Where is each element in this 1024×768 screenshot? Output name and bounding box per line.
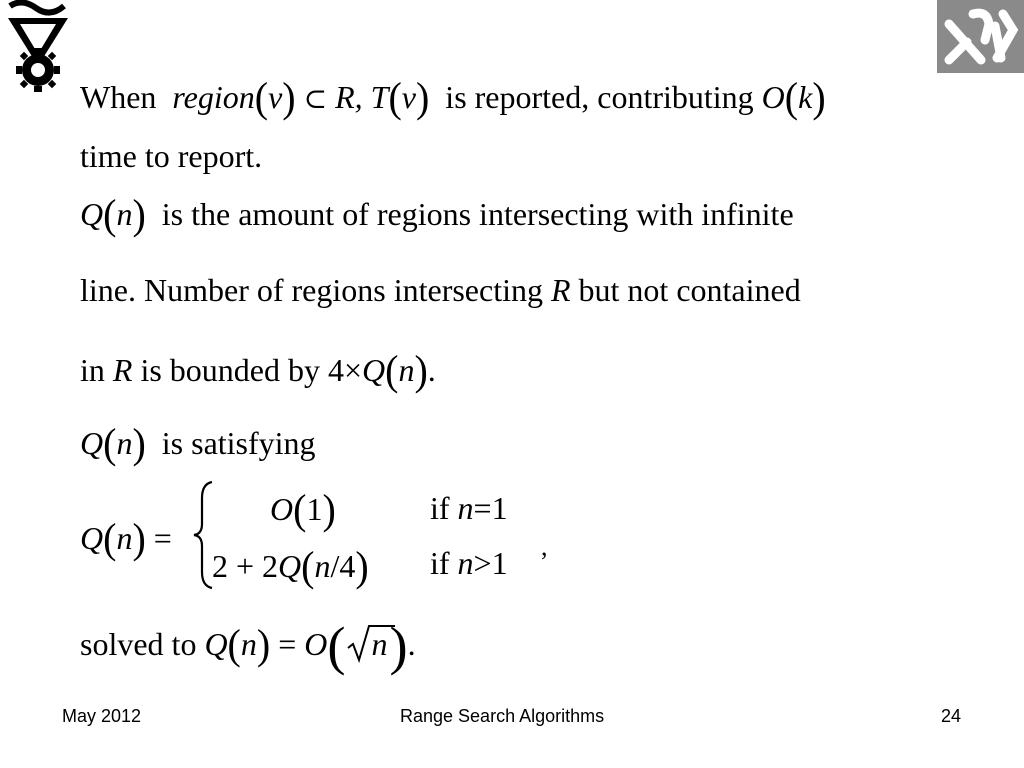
technion-logo-icon (0, 0, 76, 94)
page-number: 24 (941, 706, 962, 726)
text-line-3: Q(n) is the amount of regions intersecting with infinite (80, 190, 794, 239)
piecewise-comma: , (541, 532, 548, 561)
case-2-condition: if n>1 (430, 545, 508, 581)
university-logo-icon (937, 0, 1024, 73)
text-line-5: in R is bounded by 4×Q(n). (80, 346, 436, 395)
text-line-8: solved to Q(n) = O( n). (80, 616, 416, 676)
footer-title: Range Search Algorithms (400, 706, 605, 726)
sqrt-symbol: n (347, 628, 383, 660)
case-1-condition: if n=1 (430, 490, 508, 526)
case-2-value: 2 + 2Q(n/4) (212, 542, 369, 591)
footer-date: May 2012 (62, 706, 142, 726)
text-line-6: Q(n) is satisfying (80, 419, 316, 468)
text-line-4: line. Number of regions intersecting R but not contained (80, 272, 801, 308)
text-line-1: When region(v) ⊂ R, T(v) is reported, contributing O(k) (80, 73, 826, 122)
text-line-2: time to report. (80, 138, 263, 174)
case-1-value: O(1) (270, 485, 336, 534)
piecewise-lhs: Q(n) = (80, 514, 172, 563)
